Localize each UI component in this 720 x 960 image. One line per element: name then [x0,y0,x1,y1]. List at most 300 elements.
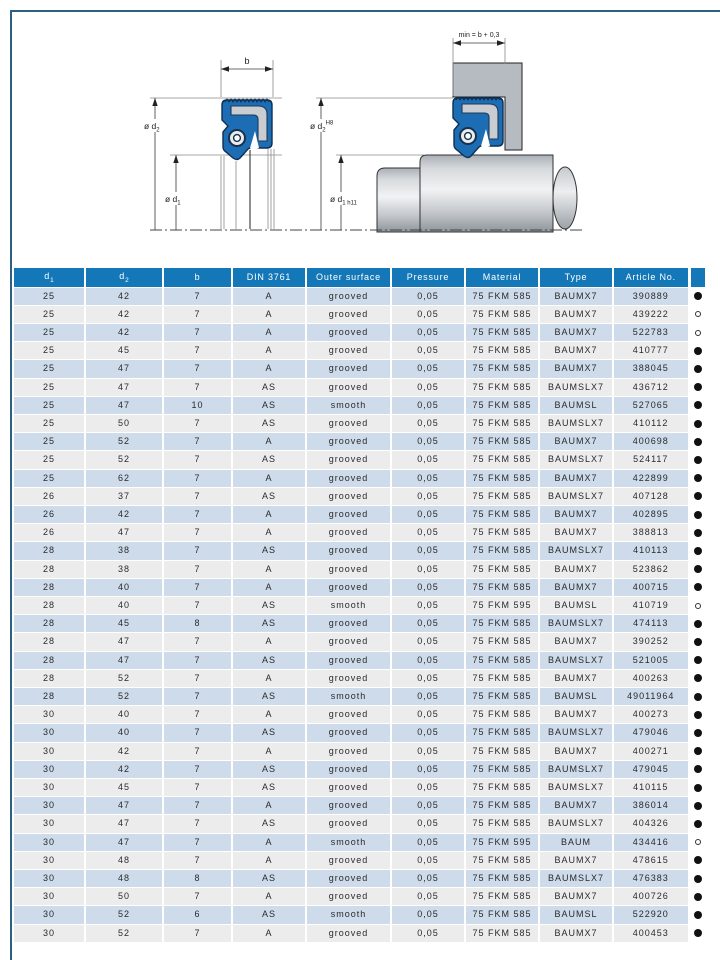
cell-pressure: 0,05 [391,487,465,505]
availability-dot [689,360,706,378]
cell-d1: 25 [14,433,85,451]
availability-dot [689,687,706,705]
availability-dot [689,851,706,869]
cell-din: A [232,924,306,942]
cell-din: AS [232,414,306,432]
cell-outer_surface: grooved [306,378,391,396]
cell-d2: 48 [85,851,163,869]
cell-pressure: 0,05 [391,287,465,305]
cell-article_no: 400271 [613,742,689,760]
cell-article_no: 49011964 [613,687,689,705]
cell-pressure: 0,05 [391,560,465,578]
cell-din: A [232,323,306,341]
cell-din: AS [232,687,306,705]
table-row [14,287,706,305]
cell-d2: 47 [85,524,163,542]
cell-din: AS [232,651,306,669]
cell-d1: 28 [14,615,85,633]
cell-d1: 30 [14,724,85,742]
cell-pressure: 0,05 [391,833,465,851]
cell-material: 75 FKM 585 [465,706,539,724]
cell-material: 75 FKM 585 [465,342,539,360]
cell-material: 75 FKM 585 [465,724,539,742]
cell-d1: 30 [14,797,85,815]
cell-type: BAUMX7 [539,888,613,906]
cell-d2: 47 [85,833,163,851]
cell-pressure: 0,05 [391,414,465,432]
header-din: DIN 3761 [232,268,306,287]
cell-outer_surface: grooved [306,706,391,724]
cell-article_no: 410113 [613,542,689,560]
cell-pressure: 0,05 [391,451,465,469]
cell-pressure: 0,05 [391,778,465,796]
cell-d2: 45 [85,342,163,360]
cell-b: 7 [163,323,232,341]
cell-outer_surface: grooved [306,888,391,906]
cell-din: AS [232,760,306,778]
cell-outer_surface: smooth [306,396,391,414]
cell-material: 75 FKM 585 [465,633,539,651]
cell-outer_surface: grooved [306,342,391,360]
cell-b: 7 [163,542,232,560]
availability-dot [689,833,706,851]
cell-article_no: 400263 [613,669,689,687]
cell-type: BAUMX7 [539,633,613,651]
cell-d1: 30 [14,888,85,906]
table-row [14,669,706,687]
cell-pressure: 0,05 [391,724,465,742]
seal-drawing-svg [0,0,720,262]
availability-dot [689,505,706,523]
cell-material: 75 FKM 585 [465,287,539,305]
spec-table-body [14,287,706,942]
cell-outer_surface: grooved [306,360,391,378]
cell-d1: 28 [14,687,85,705]
cell-pressure: 0,05 [391,469,465,487]
cell-d2: 42 [85,305,163,323]
cell-material: 75 FKM 585 [465,924,539,942]
cell-type: BAUMSL [539,596,613,614]
cell-din: A [232,287,306,305]
cell-pressure: 0,05 [391,342,465,360]
availability-dot [689,287,706,305]
cell-b: 7 [163,433,232,451]
cell-d1: 30 [14,815,85,833]
cell-b: 7 [163,760,232,778]
availability-dot [689,669,706,687]
cell-type: BAUMX7 [539,578,613,596]
cell-type: BAUMX7 [539,342,613,360]
cell-b: 6 [163,906,232,924]
cell-din: A [232,560,306,578]
cell-b: 7 [163,651,232,669]
cell-article_no: 527065 [613,396,689,414]
availability-dot [689,396,706,414]
cell-b: 7 [163,360,232,378]
cell-outer_surface: grooved [306,505,391,523]
cell-type: BAUMX7 [539,433,613,451]
cell-din: AS [232,596,306,614]
cell-d2: 48 [85,870,163,888]
cell-pressure: 0,05 [391,669,465,687]
availability-dot [689,542,706,560]
cell-material: 75 FKM 585 [465,851,539,869]
cell-article_no: 390252 [613,633,689,651]
cell-b: 7 [163,578,232,596]
cell-din: AS [232,451,306,469]
cell-d2: 42 [85,742,163,760]
cell-d2: 47 [85,815,163,833]
cell-material: 75 FKM 585 [465,742,539,760]
cell-outer_surface: grooved [306,487,391,505]
cell-b: 7 [163,742,232,760]
cell-article_no: 400273 [613,706,689,724]
cell-outer_surface: smooth [306,596,391,614]
header-availability [689,268,706,287]
cell-pressure: 0,05 [391,360,465,378]
cell-d2: 62 [85,469,163,487]
cell-d1: 25 [14,414,85,432]
cell-article_no: 523862 [613,560,689,578]
availability-dot [689,742,706,760]
cell-pressure: 0,05 [391,524,465,542]
cell-d1: 26 [14,487,85,505]
cell-d2: 52 [85,906,163,924]
cell-article_no: 522920 [613,906,689,924]
cell-pressure: 0,05 [391,615,465,633]
cell-d1: 26 [14,505,85,523]
table-row [14,596,706,614]
cell-type: BAUMX7 [539,524,613,542]
cell-b: 8 [163,615,232,633]
header-outer-surface: Outer surface [306,268,391,287]
availability-dot [689,414,706,432]
cell-d1: 25 [14,360,85,378]
cell-outer_surface: grooved [306,451,391,469]
cell-din: A [232,633,306,651]
cell-article_no: 436712 [613,378,689,396]
cell-d1: 25 [14,396,85,414]
cell-outer_surface: grooved [306,797,391,815]
cell-article_no: 400715 [613,578,689,596]
cell-material: 75 FKM 585 [465,433,539,451]
cell-d1: 25 [14,451,85,469]
cell-material: 75 FKM 585 [465,870,539,888]
cell-outer_surface: grooved [306,305,391,323]
cell-d2: 42 [85,760,163,778]
cell-pressure: 0,05 [391,742,465,760]
cell-type: BAUMSL [539,687,613,705]
cell-outer_surface: grooved [306,633,391,651]
shaft [377,155,577,232]
cell-pressure: 0,05 [391,578,465,596]
cell-article_no: 524117 [613,451,689,469]
cell-din: A [232,706,306,724]
cell-din: AS [232,724,306,742]
cell-article_no: 434416 [613,833,689,851]
cell-pressure: 0,05 [391,633,465,651]
cell-outer_surface: grooved [306,742,391,760]
availability-dot [689,578,706,596]
cell-type: BAUMSLX7 [539,542,613,560]
cell-d2: 47 [85,651,163,669]
table-row [14,433,706,451]
cell-article_no: 479046 [613,724,689,742]
table-row [14,833,706,851]
cell-outer_surface: grooved [306,469,391,487]
availability-dot [689,706,706,724]
cell-d1: 28 [14,651,85,669]
cell-din: A [232,305,306,323]
cell-material: 75 FKM 585 [465,524,539,542]
cell-b: 7 [163,833,232,851]
cell-pressure: 0,05 [391,924,465,942]
cell-outer_surface: grooved [306,851,391,869]
cell-d2: 42 [85,505,163,523]
header-b: b [163,268,232,287]
table-row [14,615,706,633]
cell-d1: 30 [14,833,85,851]
cell-material: 75 FKM 585 [465,760,539,778]
cell-d1: 30 [14,906,85,924]
cross-section-drawing [141,56,282,230]
cell-din: A [232,851,306,869]
cell-outer_surface: grooved [306,651,391,669]
cell-d1: 28 [14,669,85,687]
cell-d2: 42 [85,287,163,305]
cell-d2: 40 [85,578,163,596]
cell-pressure: 0,05 [391,687,465,705]
cell-type: BAUMSLX7 [539,651,613,669]
cell-material: 75 FKM 585 [465,414,539,432]
cell-material: 75 FKM 585 [465,487,539,505]
cell-type: BAUMSLX7 [539,724,613,742]
cell-article_no: 522783 [613,323,689,341]
cell-pressure: 0,05 [391,706,465,724]
table-row [14,742,706,760]
table-header-row [14,268,706,287]
cell-b: 7 [163,851,232,869]
table-row [14,542,706,560]
cell-article_no: 410719 [613,596,689,614]
cell-material: 75 FKM 595 [465,833,539,851]
cell-material: 75 FKM 585 [465,651,539,669]
cell-material: 75 FKM 585 [465,323,539,341]
cell-outer_surface: grooved [306,669,391,687]
cell-b: 7 [163,706,232,724]
table-row [14,797,706,815]
cell-article_no: 388045 [613,360,689,378]
cell-pressure: 0,05 [391,815,465,833]
cell-type: BAUMX7 [539,669,613,687]
cell-d1: 30 [14,760,85,778]
dim-d1-label: ø $d_1$ [165,194,181,207]
availability-dot [689,633,706,651]
cell-d2: 52 [85,924,163,942]
table-row [14,851,706,869]
cell-d2: 47 [85,378,163,396]
cell-pressure: 0,05 [391,323,465,341]
table-row [14,651,706,669]
table-row [14,360,706,378]
cell-din: A [232,433,306,451]
cell-d1: 25 [14,323,85,341]
cell-type: BAUMX7 [539,797,613,815]
cell-type: BAUMX7 [539,851,613,869]
cell-type: BAUMX7 [539,469,613,487]
cell-d2: 40 [85,706,163,724]
cell-type: BAUMSLX7 [539,870,613,888]
table-row [14,469,706,487]
cell-type: BAUMSL [539,906,613,924]
table-row [14,414,706,432]
cell-d1: 30 [14,778,85,796]
table-row [14,724,706,742]
cell-article_no: 407128 [613,487,689,505]
cell-type: BAUMX7 [539,706,613,724]
cell-din: AS [232,487,306,505]
cell-type: BAUMX7 [539,287,613,305]
cell-d2: 42 [85,323,163,341]
cell-type: BAUMSL [539,396,613,414]
cell-din: AS [232,542,306,560]
cell-d2: 38 [85,542,163,560]
availability-dot [689,323,706,341]
cell-din: A [232,797,306,815]
cell-article_no: 410112 [613,414,689,432]
cell-article_no: 478615 [613,851,689,869]
cell-d2: 47 [85,360,163,378]
availability-dot [689,797,706,815]
table-row [14,815,706,833]
cell-outer_surface: smooth [306,833,391,851]
cell-article_no: 410777 [613,342,689,360]
cell-pressure: 0,05 [391,433,465,451]
cell-outer_surface: grooved [306,724,391,742]
availability-dot [689,451,706,469]
availability-dot [689,651,706,669]
availability-dot [689,815,706,833]
header-article-no: Article No. [613,268,689,287]
cell-din: AS [232,396,306,414]
cell-b: 10 [163,396,232,414]
cell-b: 7 [163,778,232,796]
cell-pressure: 0,05 [391,396,465,414]
cell-d2: 50 [85,888,163,906]
cell-article_no: 479045 [613,760,689,778]
cell-d1: 28 [14,560,85,578]
table-row [14,924,706,942]
cell-d2: 50 [85,414,163,432]
table-row [14,578,706,596]
header-type: Type [539,268,613,287]
table-row [14,760,706,778]
cell-outer_surface: grooved [306,815,391,833]
cell-d1: 25 [14,305,85,323]
cell-outer_surface: grooved [306,778,391,796]
cell-type: BAUMSLX7 [539,615,613,633]
cell-material: 75 FKM 585 [465,305,539,323]
availability-dot [689,305,706,323]
cell-type: BAUMSLX7 [539,815,613,833]
cell-type: BAUMSLX7 [539,414,613,432]
header-d1: $d_1$ [14,268,85,287]
table-row [14,451,706,469]
cell-d1: 25 [14,287,85,305]
cell-d2: 47 [85,633,163,651]
cell-d2: 45 [85,778,163,796]
table-row [14,323,706,341]
cell-d1: 26 [14,524,85,542]
cell-type: BAUMX7 [539,924,613,942]
cell-type: BAUMX7 [539,360,613,378]
table-row [14,524,706,542]
cell-b: 7 [163,560,232,578]
cell-b: 7 [163,687,232,705]
table-row [14,342,706,360]
cell-d1: 30 [14,706,85,724]
dim-d1-h11-label: ø $d_1$ h11 [330,194,357,207]
cell-type: BAUMSLX7 [539,760,613,778]
cell-article_no: 521005 [613,651,689,669]
cell-b: 8 [163,870,232,888]
cell-material: 75 FKM 585 [465,906,539,924]
availability-dot [689,487,706,505]
table-row [14,396,706,414]
availability-dot [689,888,706,906]
cell-din: AS [232,870,306,888]
availability-dot [689,906,706,924]
cell-type: BAUMX7 [539,305,613,323]
cell-material: 75 FKM 585 [465,888,539,906]
availability-dot [689,469,706,487]
table-row [14,870,706,888]
cell-material: 75 FKM 585 [465,451,539,469]
cell-din: AS [232,815,306,833]
cell-b: 7 [163,378,232,396]
availability-dot [689,560,706,578]
table-row [14,633,706,651]
cell-material: 75 FKM 585 [465,396,539,414]
table-row [14,560,706,578]
shaft-end-stub [553,167,577,229]
cell-din: A [232,669,306,687]
cell-b: 7 [163,888,232,906]
dim-b-label: b [244,56,250,66]
cell-b: 7 [163,669,232,687]
radial-seal-section [222,99,272,160]
cell-b: 7 [163,469,232,487]
cell-d1: 28 [14,596,85,614]
cell-article_no: 422899 [613,469,689,487]
cell-material: 75 FKM 585 [465,578,539,596]
availability-dot [689,724,706,742]
cell-d2: 52 [85,451,163,469]
cell-pressure: 0,05 [391,797,465,815]
cell-article_no: 476383 [613,870,689,888]
cell-pressure: 0,05 [391,505,465,523]
cell-pressure: 0,05 [391,305,465,323]
availability-dot [689,524,706,542]
cell-material: 75 FKM 585 [465,797,539,815]
cell-b: 7 [163,487,232,505]
cell-material: 75 FKM 585 [465,542,539,560]
cell-type: BAUMX7 [539,505,613,523]
cell-type: BAUMSLX7 [539,487,613,505]
dim-min-label: min = b + 0,3 [458,32,500,39]
cell-din: A [232,342,306,360]
cell-outer_surface: grooved [306,615,391,633]
